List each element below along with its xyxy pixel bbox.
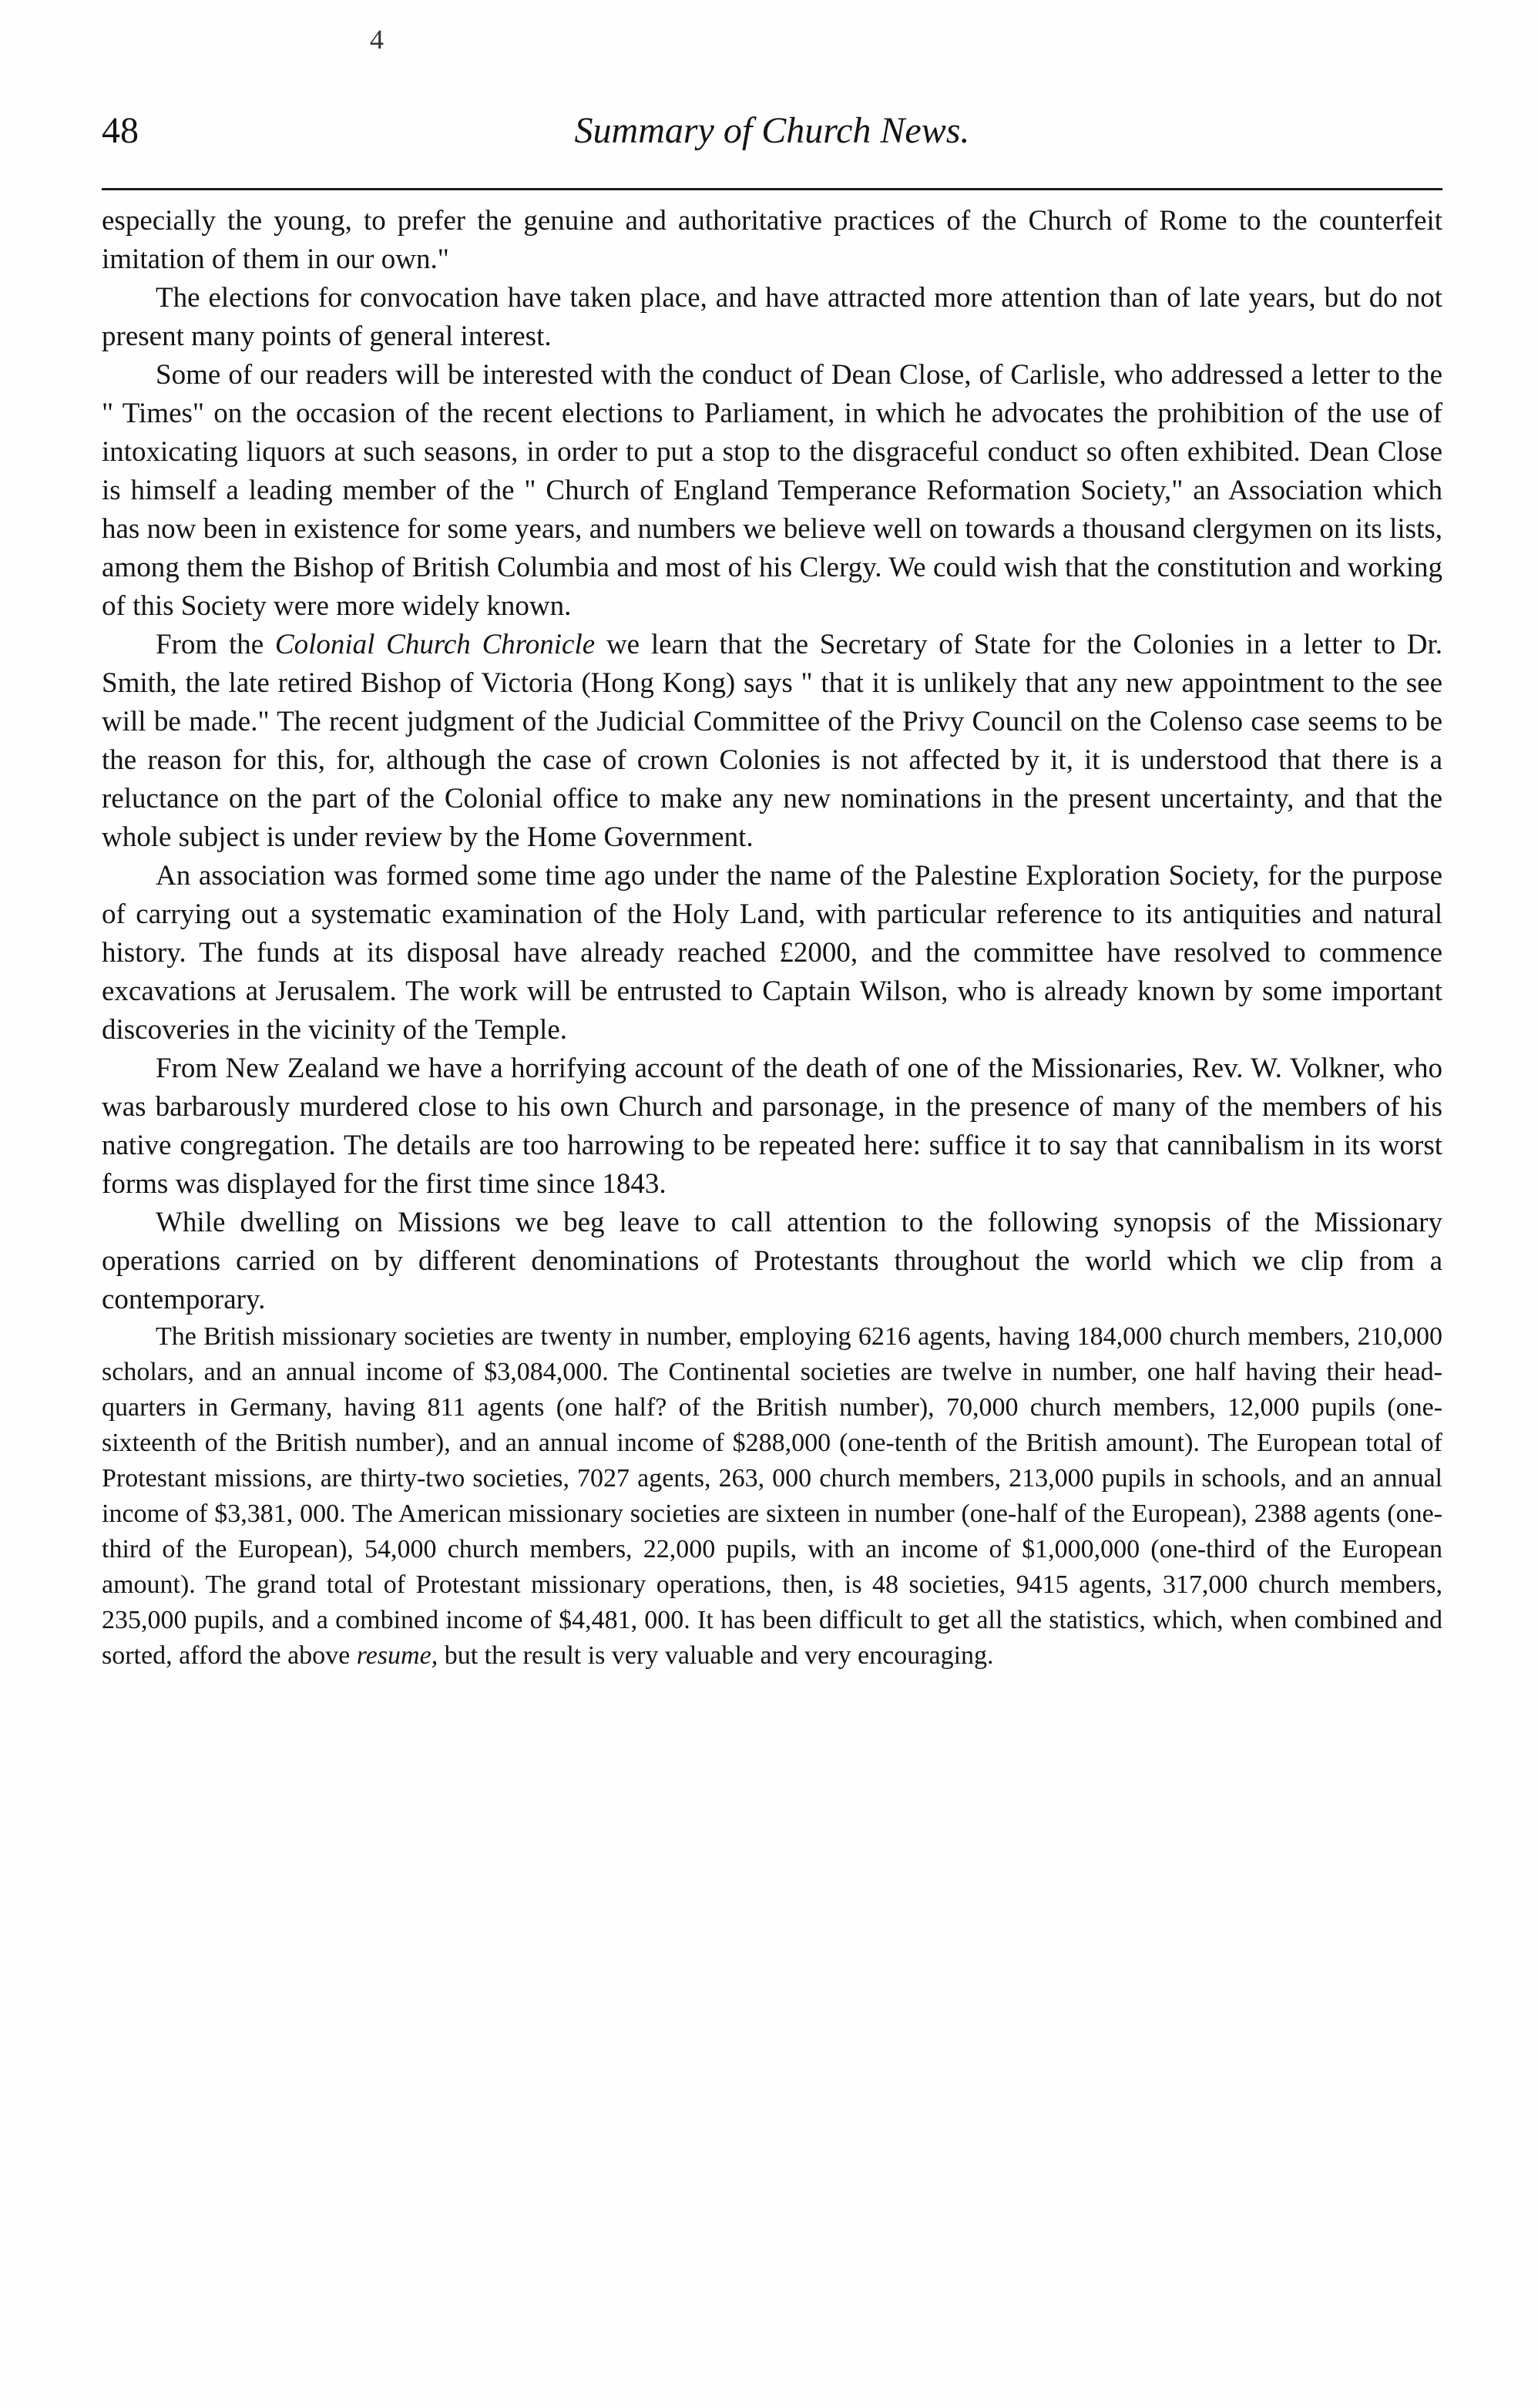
paragraph-missionary-statistics xyxy=(102,1319,1442,1674)
header-rule xyxy=(102,188,1442,190)
page-header xyxy=(102,108,1442,162)
running-title: Summary of Church News. xyxy=(574,110,970,151)
article-body xyxy=(102,202,1442,1674)
resume-word: resume, xyxy=(356,1641,438,1670)
paragraph-dean-close: Some of our readers will be interested with the conduct of Dean Close, of Carlisle, who addressed a letter to the " Times" on the occasion of the recent elections to Parliament, in which he advocates the prohibition of the use of intoxicating liquors at such seasons, in order to put a stop to the disgraceful conduct so often exhibited. Dean Close is himself a leading member of the " Church of England Temperance Reformation Society," an Association which has now been in existence for some years, and numbers we believe well on towards a thousand clergymen on its lists, among them the Bishop of British Columbia and most of his Clergy. We could wish that the constitution and working of this Society were more widely known. xyxy=(102,359,1442,622)
paragraph-missions-intro: While dwelling on Missions we beg leave to call attention to the following synopsis of the Missionary operations carried on by different denominations of Protestants throughout the world which we clip from a contemporary. xyxy=(102,1207,1442,1315)
paragraph-palestine-exploration: An association was formed some time ago under the name of the Palestine Exploration Society, for the purpose of carrying out a systematic examination of the Holy Land, with particular reference to its antiquities and natural history. The funds at its disposal have already reached £2000, and the committee have resolved to commence excavations at Jerusalem. The work will be entrusted to Captain Wilson, who is already known by some important discoveries in the vicinity of the Temple. xyxy=(102,860,1442,1046)
top-mark: 4 xyxy=(370,24,384,55)
paragraph-new-zealand: From New Zealand we have a horrifying account of the death of one of the Missionaries, Rev. W. Volkner, who was barbarously murdered close to his own Church and parsonage, in the presence of many of the members of his native congregation. The details are too harrowing to be repeated here: suffice it to say that cannibalism in its worst forms was displayed for the first time since 1843. xyxy=(102,1053,1442,1200)
statistics-text-b: but the result is very valuable and very encouraging. xyxy=(438,1641,994,1670)
paragraph-colonial-text-a: From the xyxy=(156,629,275,660)
publication-title: Colonial Church Chronicle xyxy=(274,629,596,660)
statistics-text-a: The British missionary societies are twenty in number, employing 6216 agents, having 184,000 church members, 210,000 scholars, and an annual income of $3,084,000. The Continental societies are twelve in number, one half having their head-quarters in Germany, having 811 agents (one half? of the British number), 70,000 church members, 12,000 pupils (one-sixteenth of the British number), and an annual income of $288,000 (one-tenth of the British amount). The European total of Protestant missions, are thirty-two societies, 7027 agents, 263, 000 church members, 213,000 pupils in schools, and an annual income of $3,381, 000. The American missionary societies are sixteen in number (one-half of the European), 2388 agents (one-third of the European), 54,000 church members, 22,000 pupils, with an income of $1,000,000 (one-third of the European amount). The grand total of Protestant missionary operations, then, is 48 societies, 9415 agents, 317,000 church members, 235,000 pupils, and a combined income of $4,481, 000. It has been difficult to get all the statistics, which, when combined and sorted, afford the above xyxy=(102,1322,1442,1670)
paragraph-convocation: The elections for convocation have taken place, and have attracted more attention than of late years, but do not present many points of general interest. xyxy=(102,282,1442,352)
paragraph-colonial-text-b: we learn that the Secretary of State for the Colonies in a letter to Dr. Smith, the late retired Bishop of Victoria (Hong Kong) says " that it is unlikely that any new appointment to the see will be made." The recent judgment of the Judicial Committee of the Privy Council on the Colenso case seems to be the reason for this, for, although the case of crown Colonies is not affected by it, it is understood that there is a reluctance on the part of the Colonial office to make any new nominations in the present uncertainty, and that the whole subject is under review by the Home Government. xyxy=(102,629,1442,853)
paragraph-continuation: especially the young, to prefer the genuine and authoritative practices of the Church of Rome to the counterfeit imitation of them in our own." xyxy=(102,205,1442,275)
page-number: 48 xyxy=(102,110,139,151)
paragraph-colonial-chronicle xyxy=(102,626,1442,857)
